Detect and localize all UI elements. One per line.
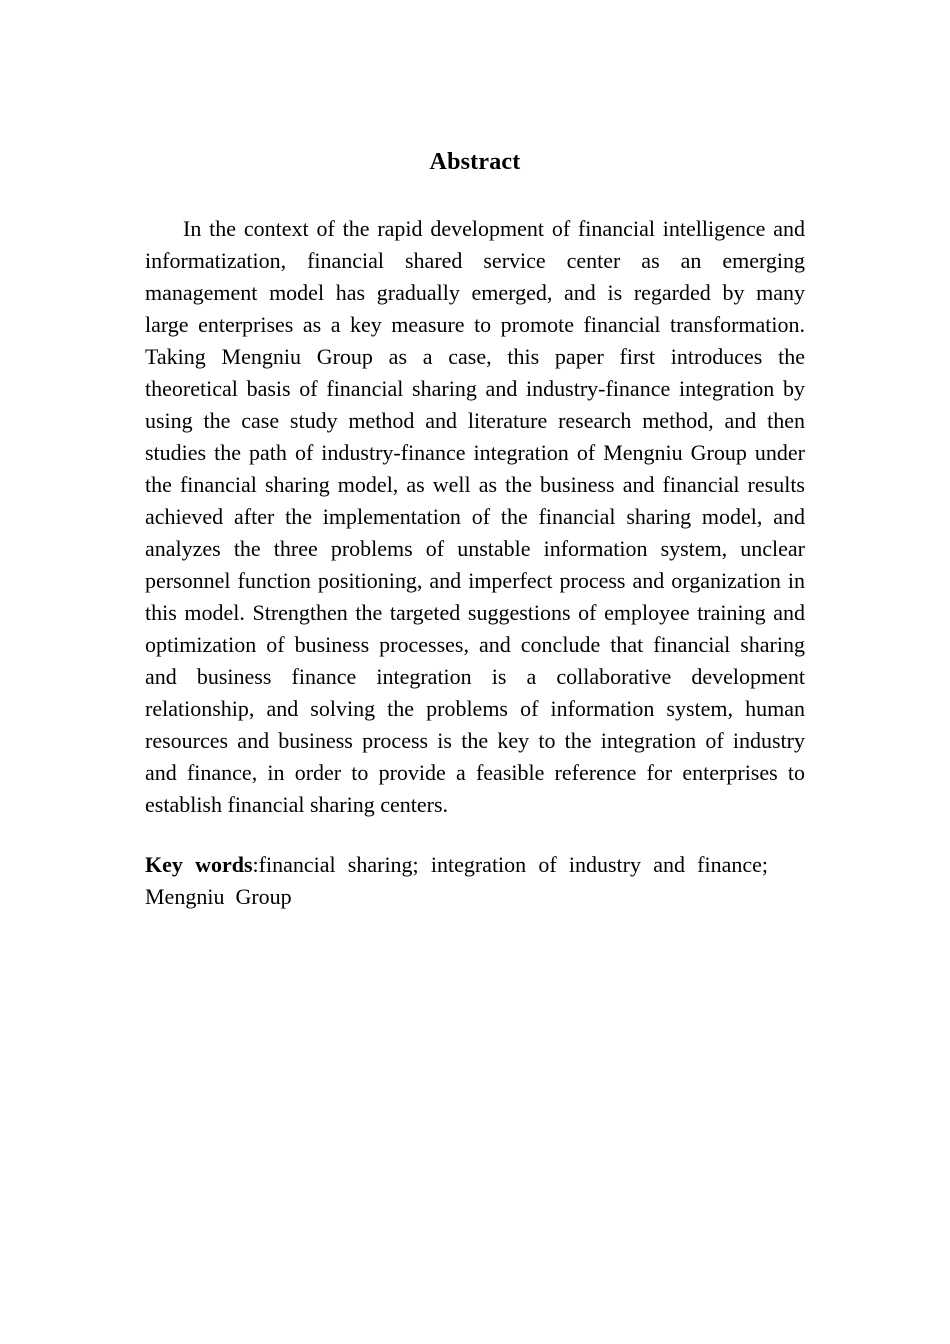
keywords-line [145, 849, 768, 881]
keywords-label: Key words [145, 852, 253, 877]
abstract-line: personnel function positioning, and imperfect process and organization in [145, 568, 805, 593]
abstract-line: this model. Strengthen the targeted suggestions of employee training and [145, 600, 805, 625]
abstract-line: relationship, and solving the problems of information system, human [145, 696, 805, 721]
keywords-terms: :financial sharing; integration of industry and finance; [252, 852, 768, 877]
abstract-line: and business finance integration is a collaborative development [145, 664, 805, 689]
abstract-line: the financial sharing model, as well as the business and financial results [145, 472, 805, 497]
abstract-line: achieved after the implementation of the financial sharing model, and [145, 504, 805, 529]
abstract-line: studies the path of industry-finance integration of Mengniu Group under [145, 440, 805, 465]
abstract-line: establish financial sharing centers. [145, 792, 449, 817]
abstract-line: and finance, in order to provide a feasible reference for enterprises to [145, 760, 805, 785]
abstract-paragraph [145, 213, 805, 821]
abstract-line: theoretical basis of financial sharing and industry-finance integration by [145, 376, 805, 401]
abstract-line: resources and business process is the key to the integration of industry [145, 728, 805, 753]
keywords-overflow-line: Mengniu Group [145, 884, 292, 909]
abstract-line: optimization of business processes, and conclude that financial sharing [145, 632, 805, 657]
abstract-line: large enterprises as a key measure to promote financial transformation. [145, 312, 805, 337]
abstract-line: informatization, financial shared service center as an emerging [145, 248, 805, 273]
abstract-line: Taking Mengniu Group as a case, this paper first introduces the [145, 344, 805, 369]
keywords-block [145, 849, 805, 913]
abstract-line: management model has gradually emerged, and is regarded by many [145, 280, 805, 305]
page-title: Abstract [429, 149, 521, 175]
abstract-line: analyzes the three problems of unstable information system, unclear [145, 536, 805, 561]
abstract-line: In the context of the rapid development of financial intelligence and [183, 216, 805, 241]
abstract-line: using the case study method and literature research method, and then [145, 408, 805, 433]
